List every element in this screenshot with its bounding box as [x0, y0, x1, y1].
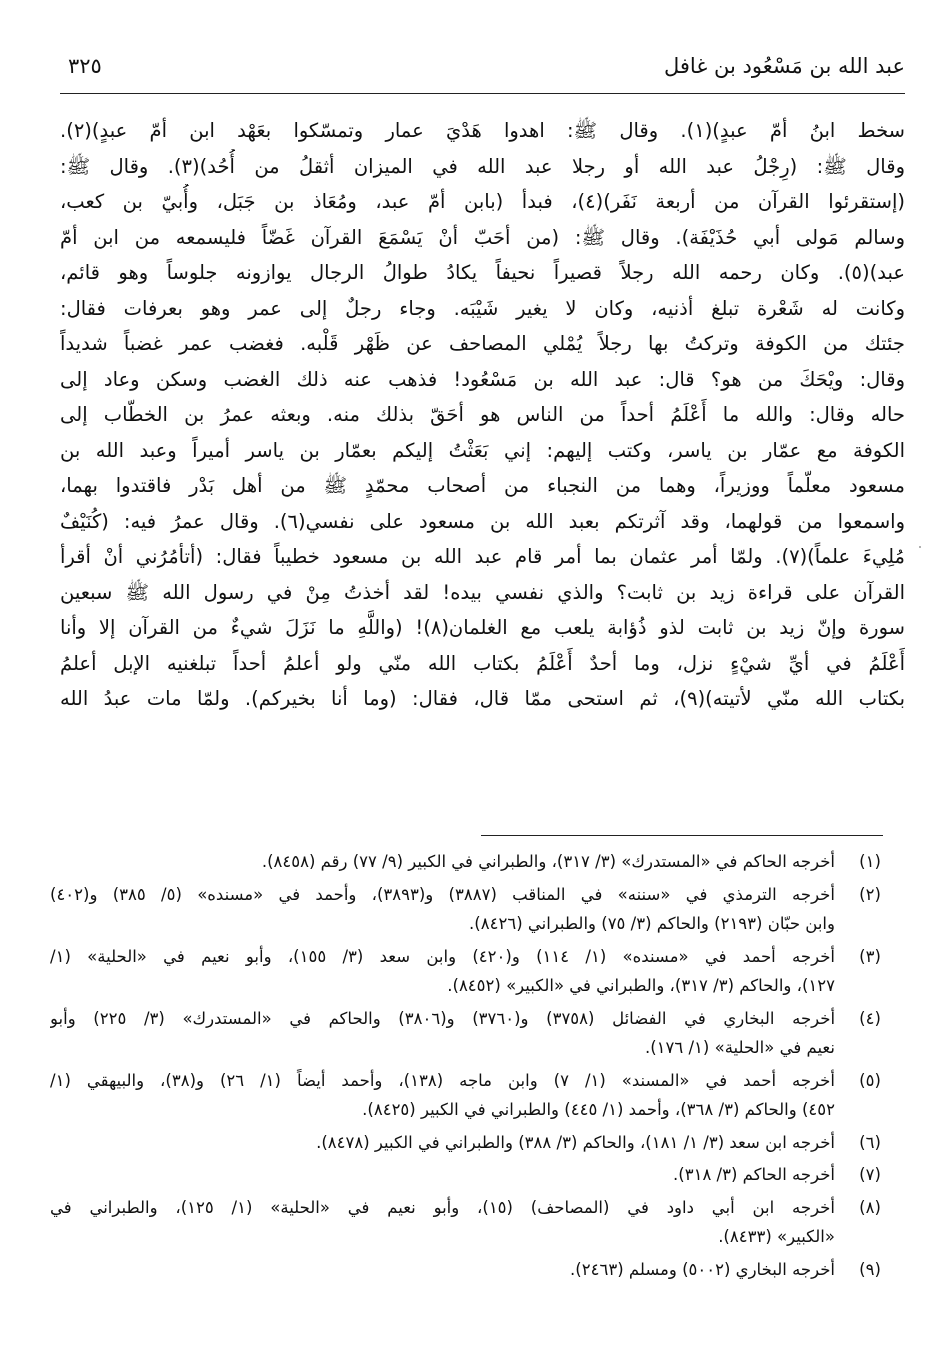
text-line: مسعود معلّماً ووزيراً، وهما من النجباء من أصحاب محمّدٍ ﷺ من أهل بَدْر فاقتدوا بهما، — [60, 474, 905, 497]
footnote-text: أخرجه البخاري في الفضائل (٣٧٥٨) و(٣٧٦٠) و(٣٨٠٦) والحاكم في «المستدرك» (٣/ ٢٢٥) وأبو — [50, 1008, 835, 1028]
footnote — [50, 1128, 905, 1158]
footnote-number: (١) — [859, 852, 881, 871]
footnote-text: أخرجه الترمذي في «سننه» في المناقب (٣٨٨٧) و(٣٨٩٣)، وأحمد في «مسنده» (٥/ ٣٨٥) و(٤٠٢) — [50, 884, 835, 904]
footnotes — [50, 847, 905, 1287]
running-header — [60, 48, 905, 94]
text-line: وكانت له شَعْرة تبلغ أذنيه، وكان لا يغير شَيْبَه. وجاء رجلٌ إلى عمر وهو بعرفات فقال: — [60, 296, 905, 320]
text-line: سخط ابنُ أمّ عبدٍ)(١). وقال ﷺ: اهدوا هَدْيَ عمار وتمسّكوا بعَهْد ابن أمّ عبدٍ)(٢). — [60, 119, 905, 142]
text-line: القرآن على قراءة زيد بن ثابت؟ والذي نفسي بيده! لقد أخذتُ مِنْ في رسول الله ﷺ سبعين — [60, 580, 905, 604]
text-line: حاله وقال: والله ما أَعْلَمُ أحداً من الناس هو أحَقّ بذلك منه. وبعثه عمرُ بن الخطّاب إلى — [60, 403, 905, 426]
footnote — [50, 1066, 905, 1125]
footnote-text: أخرجه البخاري (٥٠٠٢) ومسلم (٢٤٦٣). — [570, 1259, 835, 1279]
text-line: بكتاب الله منّي لأتيته)(٩)، ثم استحى ممّا قال، فقال: (وما أنا بخيركم). ولمّا مات عبدُ الله — [60, 687, 905, 710]
footnote-text: أخرجه ابن سعد (٣/ ١/ ١٨١)، والحاكم (٣/ ٣٨٨) والطبراني في الكبير (٨٤٧٨). — [316, 1132, 835, 1152]
footnote-number: (٦) — [859, 1132, 881, 1152]
running-header-title: عبد الله بن مَسْعُود بن غافل — [663, 54, 905, 78]
text-line: وسالم مَولى أبي حُذَيْفَة). وقال ﷺ: (من أحَبّ أنْ يَسْمَعَ القرآن غَضّاً فليسمعه من ابن أمّ — [60, 225, 905, 249]
footnote-text: أخرجه أحمد في «مسنده» (١/ ١١٤) و(٤٢٠) وابن سعد (٣/ ١٥٥)، وأبو نعيم في «الحلية» (١/ — [50, 946, 835, 966]
text-line: مُلِيءَ علماً)(٧). ولمّا أمر عثمان بما أمر قام عبد الله بن مسعود خطيباً فقال: (أتأمُرُني أنْ أقرأ — [60, 545, 905, 568]
footnote-text: ١٢٧)، والحاكم (٣/ ٣١٧)، والطبراني في «الكبير» (٨٤٥٢). — [447, 976, 835, 995]
text-line: سورة وإنّ زيد بن ثابت لذو ذُؤابة يلعب مع الغلمان(٨)! (واللَّهِ ما نَزَلَ شيءٌ من القرآن إلا وأنا — [60, 616, 905, 639]
footnote-number: (٢) — [859, 884, 881, 904]
footnote-number: (٥) — [859, 1070, 881, 1090]
text-line: وقال ﷺ: (رِجْلُ عبد الله أو رجلا عبد الله في الميزان أثقلُ من أُحُد)(٣). وقال ﷺ: — [60, 154, 905, 178]
footnote-text: نعيم في «الحلية» (١/ ١٧٦). — [644, 1038, 835, 1057]
text-line: جئتك من الكوفة وتركتُ بها رجلاً يُمْلي المصاحف عن ظَهْر قَلْبه. فغضب عمر غضباً شديداً — [60, 332, 905, 355]
footnote-separator — [481, 835, 883, 836]
page-number: ٣٢٥ — [68, 54, 102, 78]
footnote-text: ٤٥٢) والحاكم (٣/ ٣٦٨)، وأحمد (١/ ٤٤٥) والطبراني في الكبير (٨٤٢٥). — [362, 1100, 835, 1119]
footnote-number: (٧) — [859, 1165, 881, 1184]
footnote-text: وابن حبّان (٢١٩٣) والحاكم (٣/ ٧٥) والطبراني (٨٤٢٦). — [469, 914, 835, 933]
footnote — [50, 1193, 905, 1252]
footnote — [50, 1255, 905, 1285]
text-line: أَعْلَمُ في أيِّ شيْءٍ نزل، وما أحدٌ أَعْلَمُ بكتاب الله منّي ولو أعلمُ أحداً تبلغنيه الإبل أعلمُ — [60, 651, 905, 675]
footnote-text: أخرجه ابن أبي داود في (المصاحف) (١٥)، وأبو نعيم في «الحلية» (١/ ١٢٥)، والطبراني في — [50, 1197, 835, 1217]
footnote-number: (٣) — [859, 946, 881, 966]
footnote — [50, 1160, 905, 1190]
main-text — [60, 113, 905, 717]
text-line: وقال: ويْحَكَ من هو؟ قال: عبد الله بن مَسْعُود! فذهب عنه ذلك الغضب وسكن وعاد إلى — [60, 367, 905, 391]
header-rule — [60, 93, 905, 94]
footnote — [50, 847, 905, 877]
text-line: عبد)(٥). وكان رحمه الله رجلاً قصيراً نحيفاً يكادُ طوالُ الرجال يوازونه جلوساً وهو قائم، — [60, 261, 905, 284]
footnote-text: «الكبير» (٨٤٣٣). — [718, 1227, 835, 1246]
scan-speck — [919, 546, 921, 548]
footnote-text: أخرجه أحمد في «المسند» (١/ ٧) وابن ماجه (١٣٨)، وأحمد أيضاً (١/ ٢٦) و(٣٨)، والبيهقي (١/ — [50, 1070, 835, 1090]
footnote-text: أخرجه الحاكم (٣/ ٣١٨). — [673, 1165, 835, 1184]
footnote-number: (٩) — [859, 1259, 881, 1279]
text-line: الكوفة مع عمّار بن ياسر، وكتب إليهم: إني بَعَثْتُ إليكم بعمّار بن ياسر أميراً وعبد الله بن — [60, 438, 905, 462]
footnote — [50, 942, 905, 1001]
footnote-number: (٨) — [859, 1197, 881, 1217]
text-line: واسمعوا من قولهما، وقد آثرتكم بعبد الله بن مسعود على نفسي(٦). وقال عمرُ فيه: (كُنَيْفٌ — [60, 509, 905, 533]
footnote — [50, 880, 905, 939]
footnote-text: أخرجه الحاكم في «المستدرك» (٣/ ٣١٧)، والطبراني في الكبير (٩/ ٧٧) رقم (٨٤٥٨). — [261, 852, 835, 871]
text-line: (إستقرئوا القرآن من أربعة نَفَر)(٤)، فبدأ (بابن أمّ عبد، ومُعَاذ بن جَبَل، وأُبيّ بن كعب، — [60, 190, 905, 213]
footnote-number: (٤) — [859, 1008, 881, 1028]
footnote — [50, 1004, 905, 1063]
